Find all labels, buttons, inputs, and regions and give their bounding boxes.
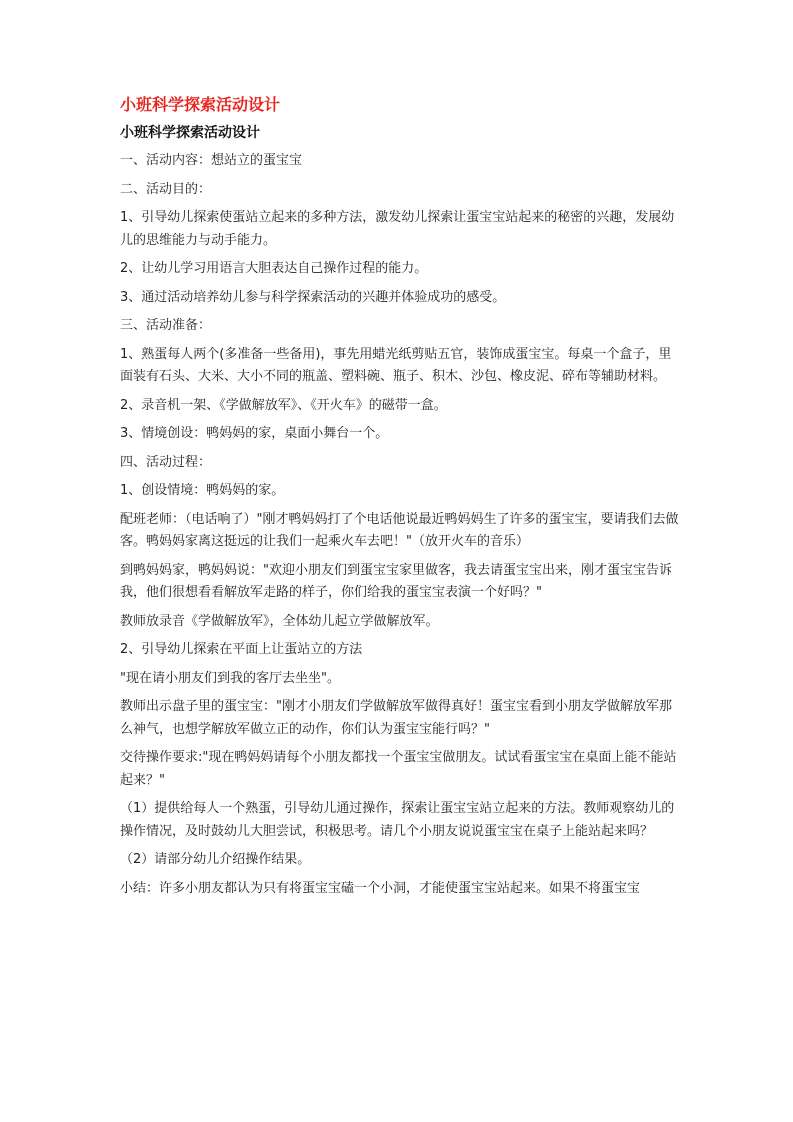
document-title: 小班科学探索活动设计 bbox=[120, 95, 281, 114]
paragraph: 2、让幼儿学习用语言大胆表达自己操作过程的能力。 bbox=[120, 261, 428, 276]
document-body bbox=[120, 94, 680, 906]
paragraph: （1）提供给每人一个熟蛋，引导幼儿通过操作，探索让蛋宝宝站立起来的方法。教师观察幼儿的操作情况，及时鼓幼儿大胆尝试，积极思考。请几个小朋友说说蛋宝宝在桌子上能站起来吗？ bbox=[120, 801, 675, 839]
paragraph: （2）请部分幼儿介绍操作结果。 bbox=[120, 852, 311, 867]
paragraph: 1、创设情境：鸭妈妈的家。 bbox=[120, 483, 285, 498]
paragraph: 3、情境创设：鸭妈妈的家，桌面小舞台一个。 bbox=[120, 426, 389, 441]
paragraph: 配班老师：（电话响了）"刚才鸭妈妈打了个电话他说最近鸭妈妈生了许多的蛋宝宝，要请我们去做客。鸭妈妈家离这挺远的让我们一起乘火车去吧！"（放开火车的音乐） bbox=[120, 511, 679, 549]
document-subtitle: 小班科学探索活动设计 bbox=[120, 125, 260, 141]
paragraph: "现在请小朋友们到我的客厅去坐坐"。 bbox=[120, 670, 340, 686]
paragraph: 1、熟蛋每人两个(多准备一些备用)，事先用蜡光纸剪贴五官，装饰成蛋宝宝。每桌一个盒子，里面装有石头、大米、大小不同的瓶盖、塑料碗、瓶子、积木、沙包、橡皮泥、碎布等辅助材料。 bbox=[120, 346, 672, 384]
paragraph: 到鸭妈妈家，鸭妈妈说："欢迎小朋友们到蛋宝宝家里做客，我去请蛋宝宝出来，刚才蛋宝宝告诉我，他们很想看看解放军走路的样子，你们给我的蛋宝宝表演一个好吗？" bbox=[120, 562, 672, 600]
paragraph: 2、引导幼儿探索在平面上让蛋站立的方法 bbox=[120, 642, 363, 657]
paragraph: 1、引导幼儿探索使蛋站立起来的多种方法，激发幼儿探索让蛋宝宝站起来的秘密的兴趣，发展幼儿的思维能力与动手能力。 bbox=[120, 210, 675, 248]
paragraph: 一、活动内容：想站立的蛋宝宝 bbox=[120, 153, 303, 168]
paragraph: 二、活动目的： bbox=[120, 181, 212, 197]
paragraph: 3、通过活动培养幼儿参与科学探索活动的兴趣并体验成功的感受。 bbox=[120, 289, 506, 305]
paragraph: 教师出示盘子里的蛋宝宝："刚才小朋友们学做解放军做得真好！蛋宝宝看到小朋友学做解放军那么神气，也想学解放军做立正的动作，你们认为蛋宝宝能行吗？" bbox=[120, 699, 672, 737]
paragraph: 小结：许多小朋友都认为只有将蛋宝宝磕一个小洞，才能使蛋宝宝站起来。如果不将蛋宝宝 bbox=[120, 880, 641, 896]
paragraph: 2、录音机一架、《学做解放军》、《开火车》的磁带一盒。 bbox=[120, 397, 447, 413]
paragraph: 四、活动过程： bbox=[120, 454, 212, 470]
paragraph: 教师放录音《学做解放军》，全体幼儿起立学做解放军。 bbox=[120, 613, 439, 629]
paragraph: 交待操作要求:"现在鸭妈妈请每个小朋友都找一个蛋宝宝做朋友。试试看蛋宝宝在桌面上能不能站起来？" bbox=[120, 750, 677, 788]
paragraph: 三、活动准备： bbox=[120, 318, 212, 333]
